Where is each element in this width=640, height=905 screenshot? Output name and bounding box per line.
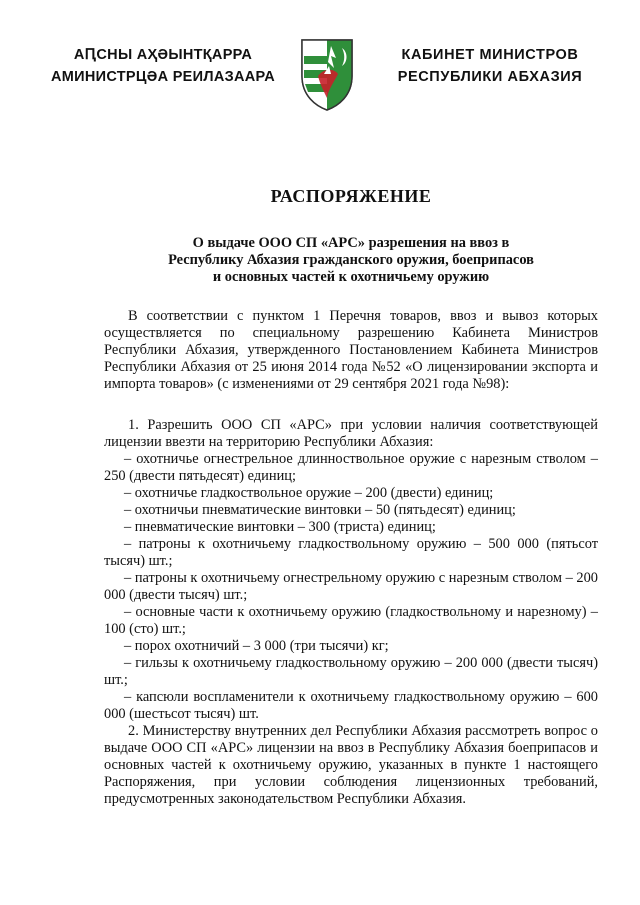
list-item: – патроны к охотничьему огнестрельному оружию с нарезным стволом – 200 000 (двести тысяч) шт.;	[104, 570, 598, 603]
letterhead	[0, 36, 640, 126]
list-item: – капсюли воспламенители к охотничьему гладкоствольному оружию – 600 000 (шестьсот тысяч) шт.	[104, 689, 598, 722]
subject-line: Республику Абхазия гражданского оружия, боеприпасов	[168, 252, 534, 268]
preamble-paragraph: В соответствии с пунктом 1 Перечня товаров, ввоз и вывоз которых осуществляется по специальному разрешению Кабинета Министров Республики Абхазия, утвержденного Постановлением Кабинета Министров Республики Абхазия от 25 июня 2014 года №52 «О лицензировании экспорта и импорта товаров» (с изменениями от 29 сентября 2021 года №98):	[104, 308, 598, 392]
list-item: – гильзы к охотничьему гладкоствольному оружию – 200 000 (двести тысяч) шт.;	[104, 655, 598, 688]
letterhead-abkhaz-line2: АМИНИСТРЦӘА РЕИЛАЗААРА	[50, 69, 276, 85]
letterhead-russian-line2: РЕСПУБЛИКИ АБХАЗИЯ	[397, 69, 583, 85]
list-item: – охотничье огнестрельное длинноствольное оружие с нарезным стволом – 250 (двести пятьдесят) единиц;	[104, 451, 598, 484]
subject-line: О выдаче ООО СП «АРС» разрешения на ввоз в	[192, 235, 510, 251]
list-item: – охотничье гладкоствольное оружие – 200 (двести) единиц;	[124, 485, 494, 501]
subject-line: и основных частей к охотничьему оружию	[212, 269, 490, 285]
list-item: – пневматические винтовки – 300 (триста) единиц;	[124, 519, 436, 535]
letterhead-russian-line1: КАБИНЕТ МИНИСТРОВ	[401, 47, 579, 63]
letterhead-abkhaz-line1: АԤСНЫ АҲӘЫНТҚАРРА	[73, 47, 253, 63]
list-item: – охотничьи пневматические винтовки – 50 (пятьдесят) единиц;	[124, 502, 516, 518]
document-subject	[104, 235, 598, 286]
list-item: – основные части к охотничьему оружию (гладкоствольному и нарезному) –100 (сто) шт.;	[104, 604, 598, 637]
point-1: 1. Разрешить ООО СП «АРС» при условии наличия соответствующей лицензии ввезти на территорию Республики Абхазия:	[104, 417, 598, 450]
document-title: РАСПОРЯЖЕНИЕ	[270, 186, 432, 206]
letterhead-abkhaz	[38, 44, 288, 88]
point-2: 2. Министерству внутренних дел Республики Абхазия рассмотреть вопрос о выдаче ООО СП «АРС» лицензии на ввоз в Республику Абхазия боеприпасов и основных частей к охотничьему оружию, указанных в пункте 1 настоящего Распоряжения, при условии соблюдения лицензионных требований, предусмотренных законодательством Республики Абхазия.	[104, 723, 598, 807]
list-item: – порох охотничий – 3 000 (три тысячи) кг;	[124, 638, 389, 654]
coat-of-arms-icon	[298, 36, 356, 112]
letterhead-russian	[370, 44, 610, 88]
list-item: – патроны к охотничьему гладкоствольному оружию – 500 000 (пятьсот тысяч) шт.;	[104, 536, 598, 569]
document-body	[104, 188, 598, 808]
